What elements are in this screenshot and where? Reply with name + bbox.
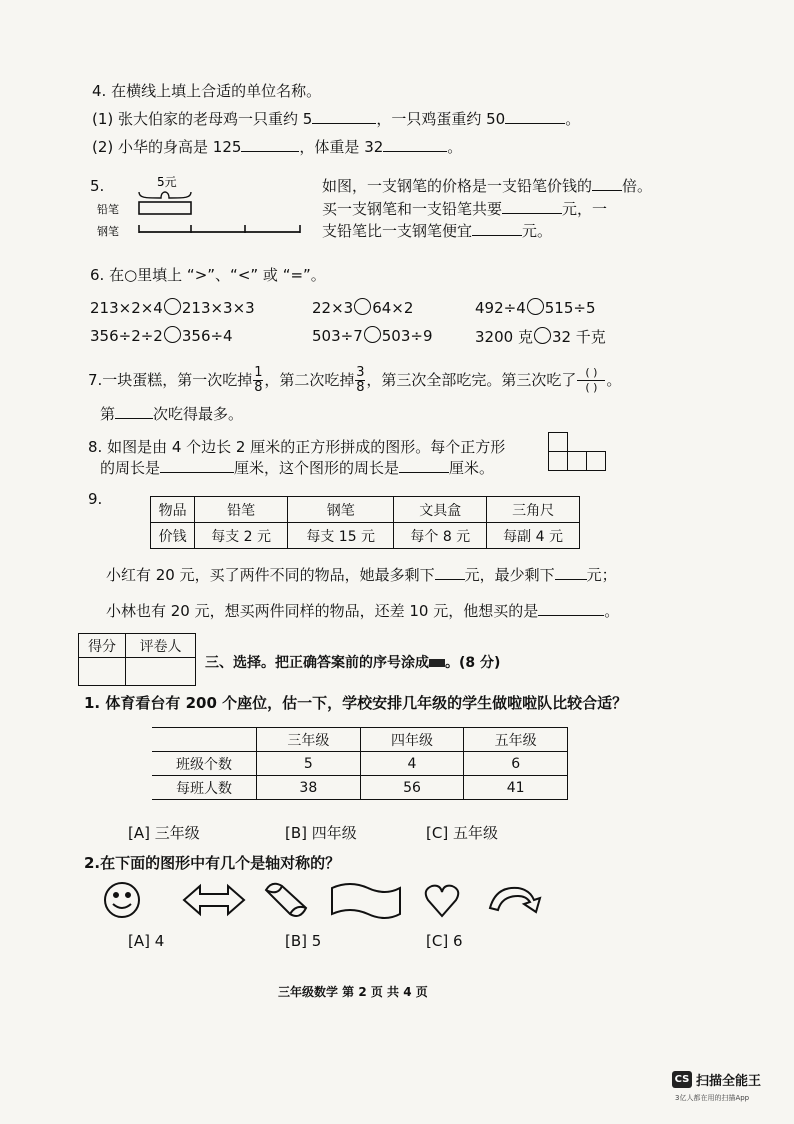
compare-circle[interactable] bbox=[164, 298, 181, 315]
q5-line1-text-a: 如图，一支钢笔的价格是一支铅笔价钱的 bbox=[322, 177, 593, 195]
s1-question: 1. 体育看台有 200 个座位，估一下，学校安排几年级的学生做啦啦队比较合适？ bbox=[84, 694, 628, 712]
q4-line1 bbox=[92, 108, 580, 129]
q9-blank-2[interactable] bbox=[555, 565, 587, 580]
q5-line1 bbox=[322, 175, 652, 196]
q7-blank[interactable] bbox=[115, 404, 153, 419]
table-header: 三年级 bbox=[257, 728, 361, 752]
q4-line1-text-b: ，一只鸡蛋重约 50 bbox=[376, 110, 506, 128]
q4-line1-text-c: 。 bbox=[565, 110, 581, 128]
compare-circle[interactable] bbox=[164, 326, 181, 343]
q6-item-1-right: 213×3×3 bbox=[181, 299, 255, 317]
q6-item-4-right: 356÷4 bbox=[181, 327, 233, 345]
table-cell: 班级个数 bbox=[152, 752, 257, 776]
q7-line2 bbox=[100, 403, 243, 424]
q5-line3-text-b: 元。 bbox=[522, 222, 553, 240]
q7-text-a: 7.一块蛋糕，第一次吃掉 bbox=[88, 371, 253, 389]
watermark-subtitle: 3亿人都在用的扫描App bbox=[675, 1094, 750, 1102]
section3-title: 三、选择。把正确答案前的序号涂成 bbox=[205, 655, 429, 671]
q4-line2-text-b: ，体重是 32 bbox=[299, 138, 384, 156]
s1-option-b[interactable]: [B] 四年级 bbox=[285, 824, 357, 842]
q4-blank-2[interactable] bbox=[505, 109, 565, 124]
s2-question: 2.在下面的图形中有几个是轴对称的？ bbox=[84, 854, 341, 872]
q9-number: 9. bbox=[88, 490, 103, 508]
q6-item-3 bbox=[475, 298, 596, 317]
q5-pencil-label: 铅笔 bbox=[97, 203, 119, 216]
q6-item-2-left: 22×3 bbox=[312, 299, 354, 317]
q9-line1-text-c: 元； bbox=[586, 566, 617, 584]
table-cell: 56 bbox=[360, 776, 464, 800]
q8-blank-1[interactable] bbox=[160, 458, 234, 473]
table-header bbox=[152, 728, 257, 752]
table-cell: 41 bbox=[464, 776, 568, 800]
curled-sheet-icon bbox=[266, 884, 306, 916]
q5-line1-text-b: 倍。 bbox=[622, 177, 653, 195]
curved-arrow-icon bbox=[490, 888, 540, 912]
table-header: 物品 bbox=[151, 497, 195, 523]
q5-blank-2[interactable] bbox=[502, 199, 562, 214]
q9-line2-text-a: 小林也有 20 元，想买两件同样的物品，还差 10 元，他想买的是 bbox=[106, 602, 539, 620]
heart-icon bbox=[426, 886, 459, 916]
q8-line2-text-b: 厘米，这个图形的周长是 bbox=[234, 459, 400, 477]
q8-line2-text-c: 厘米。 bbox=[449, 459, 495, 477]
q6-item-3-left: 492÷4 bbox=[475, 299, 526, 317]
table-cell: 5 bbox=[257, 752, 361, 776]
q4-line2-text-c: 。 bbox=[447, 138, 463, 156]
q6-title: 6. 在○里填上 “>”、“<” 或 “=”。 bbox=[90, 266, 326, 284]
table-header: 钢笔 bbox=[288, 497, 394, 523]
q8-blank-2[interactable] bbox=[399, 458, 449, 473]
s2-option-b[interactable]: [B] 5 bbox=[285, 932, 322, 950]
fraction-answer-blank[interactable]: $\frac{( )}{( )}$ bbox=[577, 366, 605, 395]
q6-item-1 bbox=[90, 298, 255, 317]
q9-price-table bbox=[150, 496, 580, 549]
q7-text-d: 。 bbox=[606, 371, 622, 389]
q6-item-1-left: 213×2×4 bbox=[90, 299, 163, 317]
s1-option-a[interactable]: [A] 三年级 bbox=[128, 824, 200, 842]
page-footer: 三年级数学 第 2 页 共 4 页 bbox=[278, 985, 428, 999]
q5-line3-text-a: 支铅笔比一支钢笔便宜 bbox=[322, 222, 473, 240]
q6-item-6-left: 3200 克 bbox=[475, 328, 533, 346]
s2-option-c[interactable]: [C] 6 bbox=[426, 932, 463, 950]
table-header: 三角尺 bbox=[487, 497, 580, 523]
q6-item-5 bbox=[312, 326, 433, 345]
table-cell: 4 bbox=[360, 752, 464, 776]
s1-option-c[interactable]: [C] 五年级 bbox=[426, 824, 498, 842]
q5-line2-text-a: 买一支钢笔和一支铅笔共要 bbox=[322, 200, 503, 218]
q7-text-b: ，第二次吃掉 bbox=[264, 371, 355, 389]
q9-line2-text-b: 。 bbox=[604, 602, 620, 620]
q8-line2-text-a: 的周长是 bbox=[100, 459, 161, 477]
q6-item-4 bbox=[90, 326, 233, 345]
section3-score: 。(8 分) bbox=[445, 655, 501, 671]
cs-logo-icon: CS bbox=[672, 1071, 692, 1088]
q9-line1-text-b: 元，最少剩下 bbox=[464, 566, 555, 584]
table-cell: 每副 4 元 bbox=[487, 523, 580, 549]
grader-cell[interactable] bbox=[126, 658, 196, 686]
q6-item-2 bbox=[312, 298, 413, 317]
double-arrow-icon bbox=[184, 886, 244, 914]
q7-text-c: ，第三次全部吃完。第三次吃了 bbox=[366, 371, 577, 389]
q6-item-5-left: 503÷7 bbox=[312, 327, 363, 345]
q5-line2 bbox=[322, 198, 607, 219]
table-cell: 38 bbox=[257, 776, 361, 800]
score-label: 得分 bbox=[79, 634, 126, 658]
q8-line1: 8. 如图是由 4 个边长 2 厘米的正方形拼成的图形。每个正方形 bbox=[88, 438, 506, 456]
q9-line1-text-a: 小红有 20 元，买了两件不同的物品，她最多剩下 bbox=[106, 566, 435, 584]
q4-blank-1[interactable] bbox=[312, 109, 376, 124]
q7-line1 bbox=[88, 366, 621, 395]
wavy-flag-icon bbox=[332, 884, 400, 918]
q6-item-6 bbox=[475, 326, 606, 347]
s1-class-table bbox=[152, 727, 568, 800]
table-cell: 每支 2 元 bbox=[195, 523, 288, 549]
q4-blank-3[interactable] bbox=[241, 137, 299, 152]
table-header: 文具盒 bbox=[394, 497, 487, 523]
compare-circle[interactable] bbox=[527, 298, 544, 315]
table-cell: 每支 15 元 bbox=[288, 523, 394, 549]
q5-blank-1[interactable] bbox=[592, 176, 622, 191]
q5-brace bbox=[139, 192, 191, 198]
compare-circle[interactable] bbox=[364, 326, 381, 343]
table-cell: 每个 8 元 bbox=[394, 523, 487, 549]
q4-title: 4. 在横线上填上合适的单位名称。 bbox=[92, 82, 322, 100]
q6-item-2-right: 64×2 bbox=[372, 299, 414, 317]
q4-line1-text-a: (1) 张大伯家的老母鸡一只重约 5 bbox=[92, 110, 313, 128]
q7-line2-text-b: 次吃得最多。 bbox=[153, 405, 244, 423]
q5-line3 bbox=[322, 220, 552, 241]
q7-line2-text-a: 第 bbox=[100, 405, 116, 423]
s2-option-a[interactable]: [A] 4 bbox=[128, 932, 165, 950]
q9-line2 bbox=[106, 600, 619, 621]
q5-line2-text-b: 元，一 bbox=[562, 200, 608, 218]
q4-line2-text-a: (2) 小华的身高是 125 bbox=[92, 138, 242, 156]
score-box bbox=[78, 633, 196, 686]
q9-blank-1[interactable] bbox=[435, 565, 465, 580]
section3-heading bbox=[205, 652, 500, 672]
q5-bar-diagram bbox=[95, 172, 310, 242]
q5-pencil-bar bbox=[139, 202, 191, 214]
fraction-three-eighths: $\frac{3}{8}$ bbox=[356, 365, 365, 395]
score-cell[interactable] bbox=[79, 658, 126, 686]
table-header: 四年级 bbox=[360, 728, 464, 752]
symmetry-shapes bbox=[100, 878, 550, 928]
table-cell: 价钱 bbox=[151, 523, 195, 549]
q6-item-5-right: 503÷9 bbox=[381, 327, 433, 345]
q6-item-6-right: 32 千克 bbox=[551, 328, 606, 346]
q5-blank-3[interactable] bbox=[472, 221, 522, 236]
watermark-brand: 扫描全能王 bbox=[696, 1074, 762, 1089]
filled-box-icon bbox=[429, 659, 445, 667]
q5-number: 5. bbox=[90, 177, 105, 195]
table-cell: 6 bbox=[464, 752, 568, 776]
q6-item-4-left: 356÷2÷2 bbox=[90, 327, 163, 345]
smiley-face-icon bbox=[105, 883, 139, 917]
table-header: 铅笔 bbox=[195, 497, 288, 523]
q8-line2 bbox=[100, 457, 494, 478]
compare-circle[interactable] bbox=[354, 298, 371, 315]
q6-item-3-right: 515÷5 bbox=[544, 299, 596, 317]
fraction-one-eighth: $\frac{1}{8}$ bbox=[254, 365, 263, 395]
table-header: 五年级 bbox=[464, 728, 568, 752]
q9-blank-3[interactable] bbox=[538, 601, 604, 616]
compare-circle[interactable] bbox=[534, 327, 551, 344]
grader-label: 评卷人 bbox=[126, 634, 196, 658]
scanner-watermark bbox=[672, 1070, 761, 1089]
table-cell: 每班人数 bbox=[152, 776, 257, 800]
q4-blank-4[interactable] bbox=[383, 137, 447, 152]
q5-pen-label: 钢笔 bbox=[97, 225, 119, 238]
q9-line1 bbox=[106, 564, 617, 585]
q5-price-label: 5元 bbox=[157, 175, 177, 189]
q4-line2 bbox=[92, 136, 462, 157]
